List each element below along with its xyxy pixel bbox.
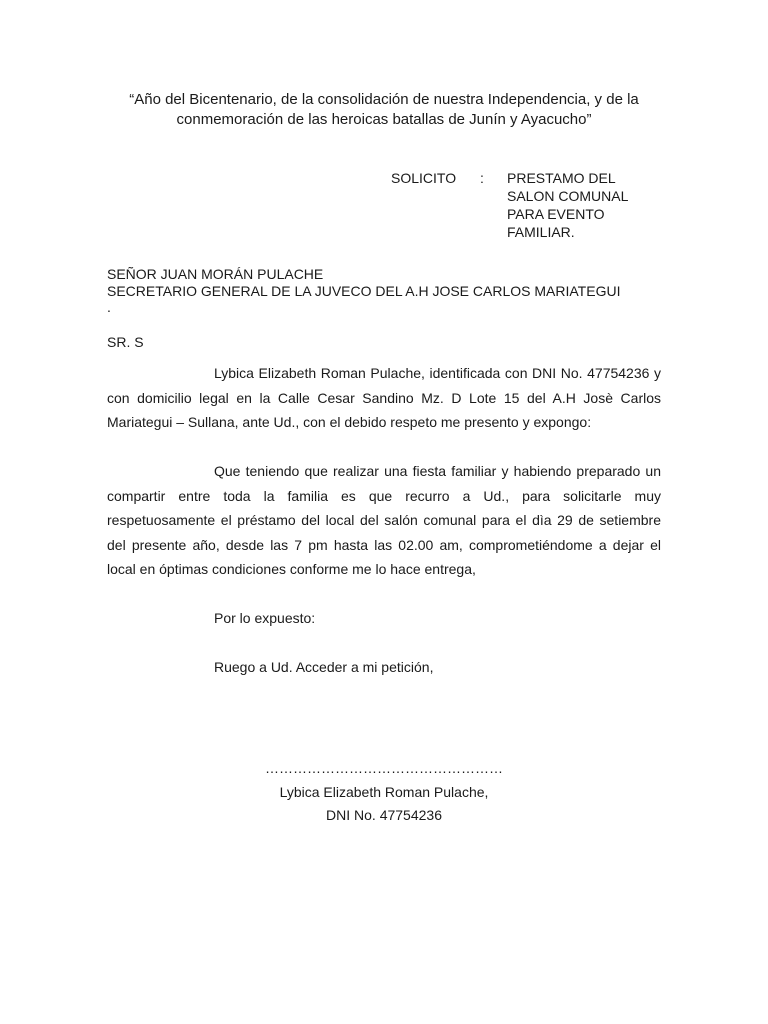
addressee-dot: .	[107, 299, 111, 315]
signer-dni: DNI No. 47754236	[326, 807, 442, 823]
addressee-position: SECRETARIO GENERAL DE LA JUVECO DEL A.H JOSE CARLOS MARIATEGUI	[107, 283, 621, 299]
year-motto-line-2: conmemoración de las heroicas batallas de Junín y Ayacucho”	[176, 111, 592, 128]
signer-name: Lybica Elizabeth Roman Pulache,	[279, 783, 489, 800]
year-motto-line-1: “Año del Bicentenario, de la consolidación de nuestra Independencia, y de la	[129, 91, 639, 108]
request-label: SOLICITO	[391, 170, 457, 186]
request-subject	[507, 169, 628, 241]
request-subject-line: PARA EVENTO	[507, 206, 605, 222]
closing-line-2: Ruego a Ud. Acceder a mi petición,	[214, 659, 434, 675]
request-colon: :	[480, 170, 484, 186]
signature-line: ……………………………………………	[265, 760, 503, 776]
request-subject-line: FAMILIAR.	[507, 224, 575, 240]
signature-block	[200, 757, 568, 828]
request-subject-line: PRESTAMO DEL	[507, 170, 616, 186]
addressee-name: SEÑOR JUAN MORÁN PULACHE	[107, 266, 324, 282]
year-motto	[108, 90, 660, 130]
body-paragraph-2: Que teniendo que realizar una fiesta familiar y habiendo preparado un compartir entre toda la familia es que recurro a Ud., para solicitarle muy respetuosamente el préstamo del local del salón comunal para el dìa 29 de setiembre del presente año, desde las 7 pm hasta las 02.00 am, comprometiéndome a dejar el local en óptimas condiciones conforme me lo hace entrega,	[107, 463, 661, 578]
salutation: SR. S	[107, 334, 144, 350]
body-paragraph-1: Lybica Elizabeth Roman Pulache, identificada con DNI No. 47754236 y con domicilio legal en la Calle Cesar Sandino Mz. D Lote 15 del A.H Josè Carlos Mariategui – Sullana, ante Ud., con el debido respeto me presento y expongo:	[107, 365, 661, 431]
request-subject-line: SALON COMUNAL	[507, 188, 629, 204]
addressee-block	[107, 266, 620, 314]
closing-line-1: Por lo expuesto:	[214, 610, 316, 626]
